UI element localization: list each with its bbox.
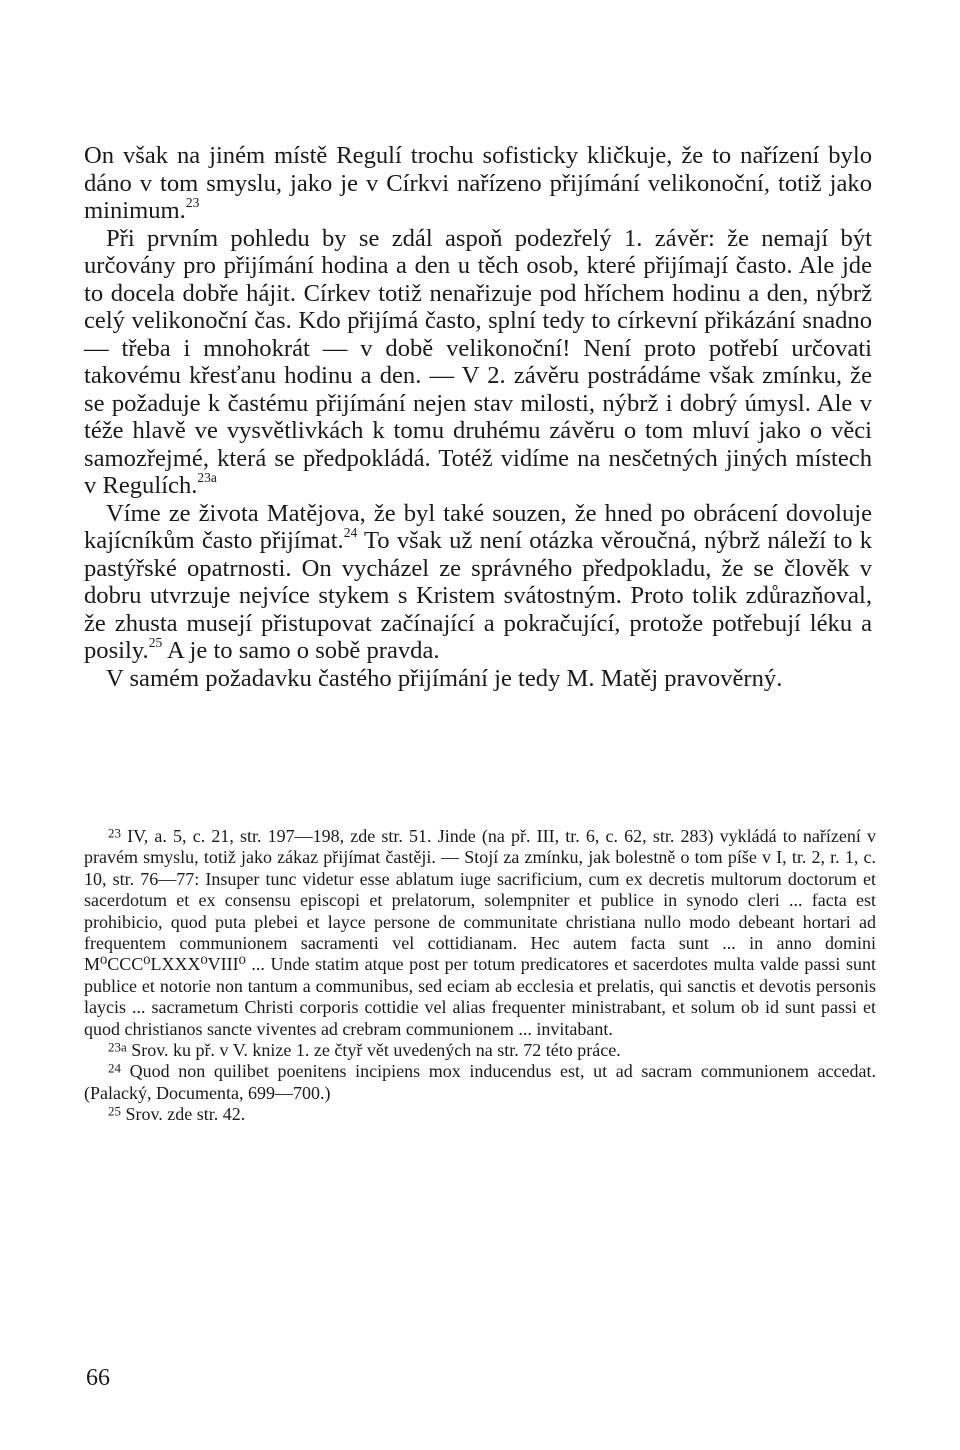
footnote-ref-23a[interactable]: 23a xyxy=(197,470,217,486)
paragraph-2 xyxy=(84,225,872,500)
page-number: 66 xyxy=(86,1365,110,1391)
paragraph-3-text-c: A je to samo o sobě pravda. xyxy=(162,637,440,664)
paragraph-1 xyxy=(84,142,872,225)
footnote-ref-24[interactable]: 24 xyxy=(343,525,358,541)
footnote-24 xyxy=(84,1061,876,1104)
paragraph-3 xyxy=(84,500,872,665)
footnote-text: IV, a. 5, c. 21, str. 197—198, zde str. 51. Jinde (na př. III, tr. 6, c. 62, str. 283) vykládá to nařízení v pravém smyslu, totiž jako zákaz přijímat častěji. — Stojí za zmínku, jak bolestně o tom píše v I, tr. 2, r. 1, c. 10, str. 76—77: Insuper tunc videtur esse ablatum iuge sacrificium, cum ex decretis multorum doctorum et sacerdotum et ex consensu episcopi et prelatorum, solempniter et publice in synodo cleri ... facta est prohibicio, quod puta plebei et layce persone de communitate christiana nullo modo debeant hortari ad frequentem communionem sacramenti vel cottidianam. Hec autem facta sunt ... in anno domini M⁰CCC⁰LXXX⁰VIII⁰ ... Unde statim atque post per totum predicatores et sacerdotes multa valde passi sunt publice et notorie non tantum a communibus, sed eciam ab ecclesia et prelatis, qui sanctis et devotis personis laycis ... sacrametum Christi corporis cottidie vel alias frequenter ministrabant, et solum ob id sunt passi et quod christianos sancte viventes ad crebram communionem ... invitabant. xyxy=(84,826,876,1039)
paragraph-3-text-a: Víme ze života Matějova, že byl také souzen, že hned po obrácení dovoluje kajícníkům často přijímat. xyxy=(84,499,872,554)
paragraph-2-text: Při prvním pohledu by se zdál aspoň podezřelý 1. závěr: že nemají být určovány pro přijímání hodina a den u těch osob, které přijímají často. Ale jde to docela dobře hájit. Církev totiž nenařizuje pod hříchem hodinu a den, nýbrž celý velikonoční čas. Kdo přijímá často, splní tedy to církevní přikázání snadno — třeba i mnohokrát — v době velikonoční! Není proto potřebí určovati takovému křesťanu hodinu a den. — V 2. závěru postrádáme však zmínku, že se požaduje k častému přijímání nejen stav milosti, nýbrž i dobrý úmysl. Ale v téže hlavě ve vysvětlivkách k tomu druhému závěru o tom mluví jako o věci samozřejmé, která se předpokládá. Totéž vidíme na nesčetných jiných místech v Regulích. xyxy=(84,224,872,499)
footnote-ref-25[interactable]: 25 xyxy=(148,635,163,651)
footnote-text: Srov. ku př. v V. knize 1. ze čtyř vět uvedených na str. 72 této práce. xyxy=(126,1040,621,1061)
footnote-mark: 23a xyxy=(108,1039,127,1055)
footnote-text: Quod non quilibet poenitens incipiens mox inducendus est, ut ad sacram communionem accedat. (Palacký, Documenta, 699—700.) xyxy=(84,1061,876,1103)
footnote-mark: 24 xyxy=(108,1060,121,1076)
footnote-mark: 25 xyxy=(108,1103,121,1119)
footnote-23 xyxy=(84,826,876,1040)
footnote-23a xyxy=(84,1040,876,1061)
footnote-ref-23[interactable]: 23 xyxy=(185,195,200,211)
paragraph-3-text-b: To však už není otázka věroučná, nýbrž náleží to k pastýřské opatrnosti. On vycházel ze správného předpokladu, že se člověk v dobru utvrzuje nejvíce stykem s Kristem svátostným. Proto tolik zdůrazňoval, že zhusta musejí přistupovat začínající a pokračující, protože potřebují léku a posily. xyxy=(84,527,872,664)
main-text xyxy=(84,142,872,692)
footnotes xyxy=(84,826,876,1126)
footnote-text: Srov. zde str. 42. xyxy=(120,1104,246,1125)
paragraph-4: V samém požadavku častého přijímání je tedy M. Matěj pravověrný. xyxy=(106,664,783,692)
footnote-25 xyxy=(84,1104,876,1125)
footnote-mark: 23 xyxy=(108,825,121,841)
paragraph-1-text: On však na jiném místě Regulí trochu sofisticky kličkuje, že to nařízení bylo dáno v tom smyslu, jako je v Církvi nařízeno přijímání velikonoční, totiž jako minimum. xyxy=(84,142,872,224)
